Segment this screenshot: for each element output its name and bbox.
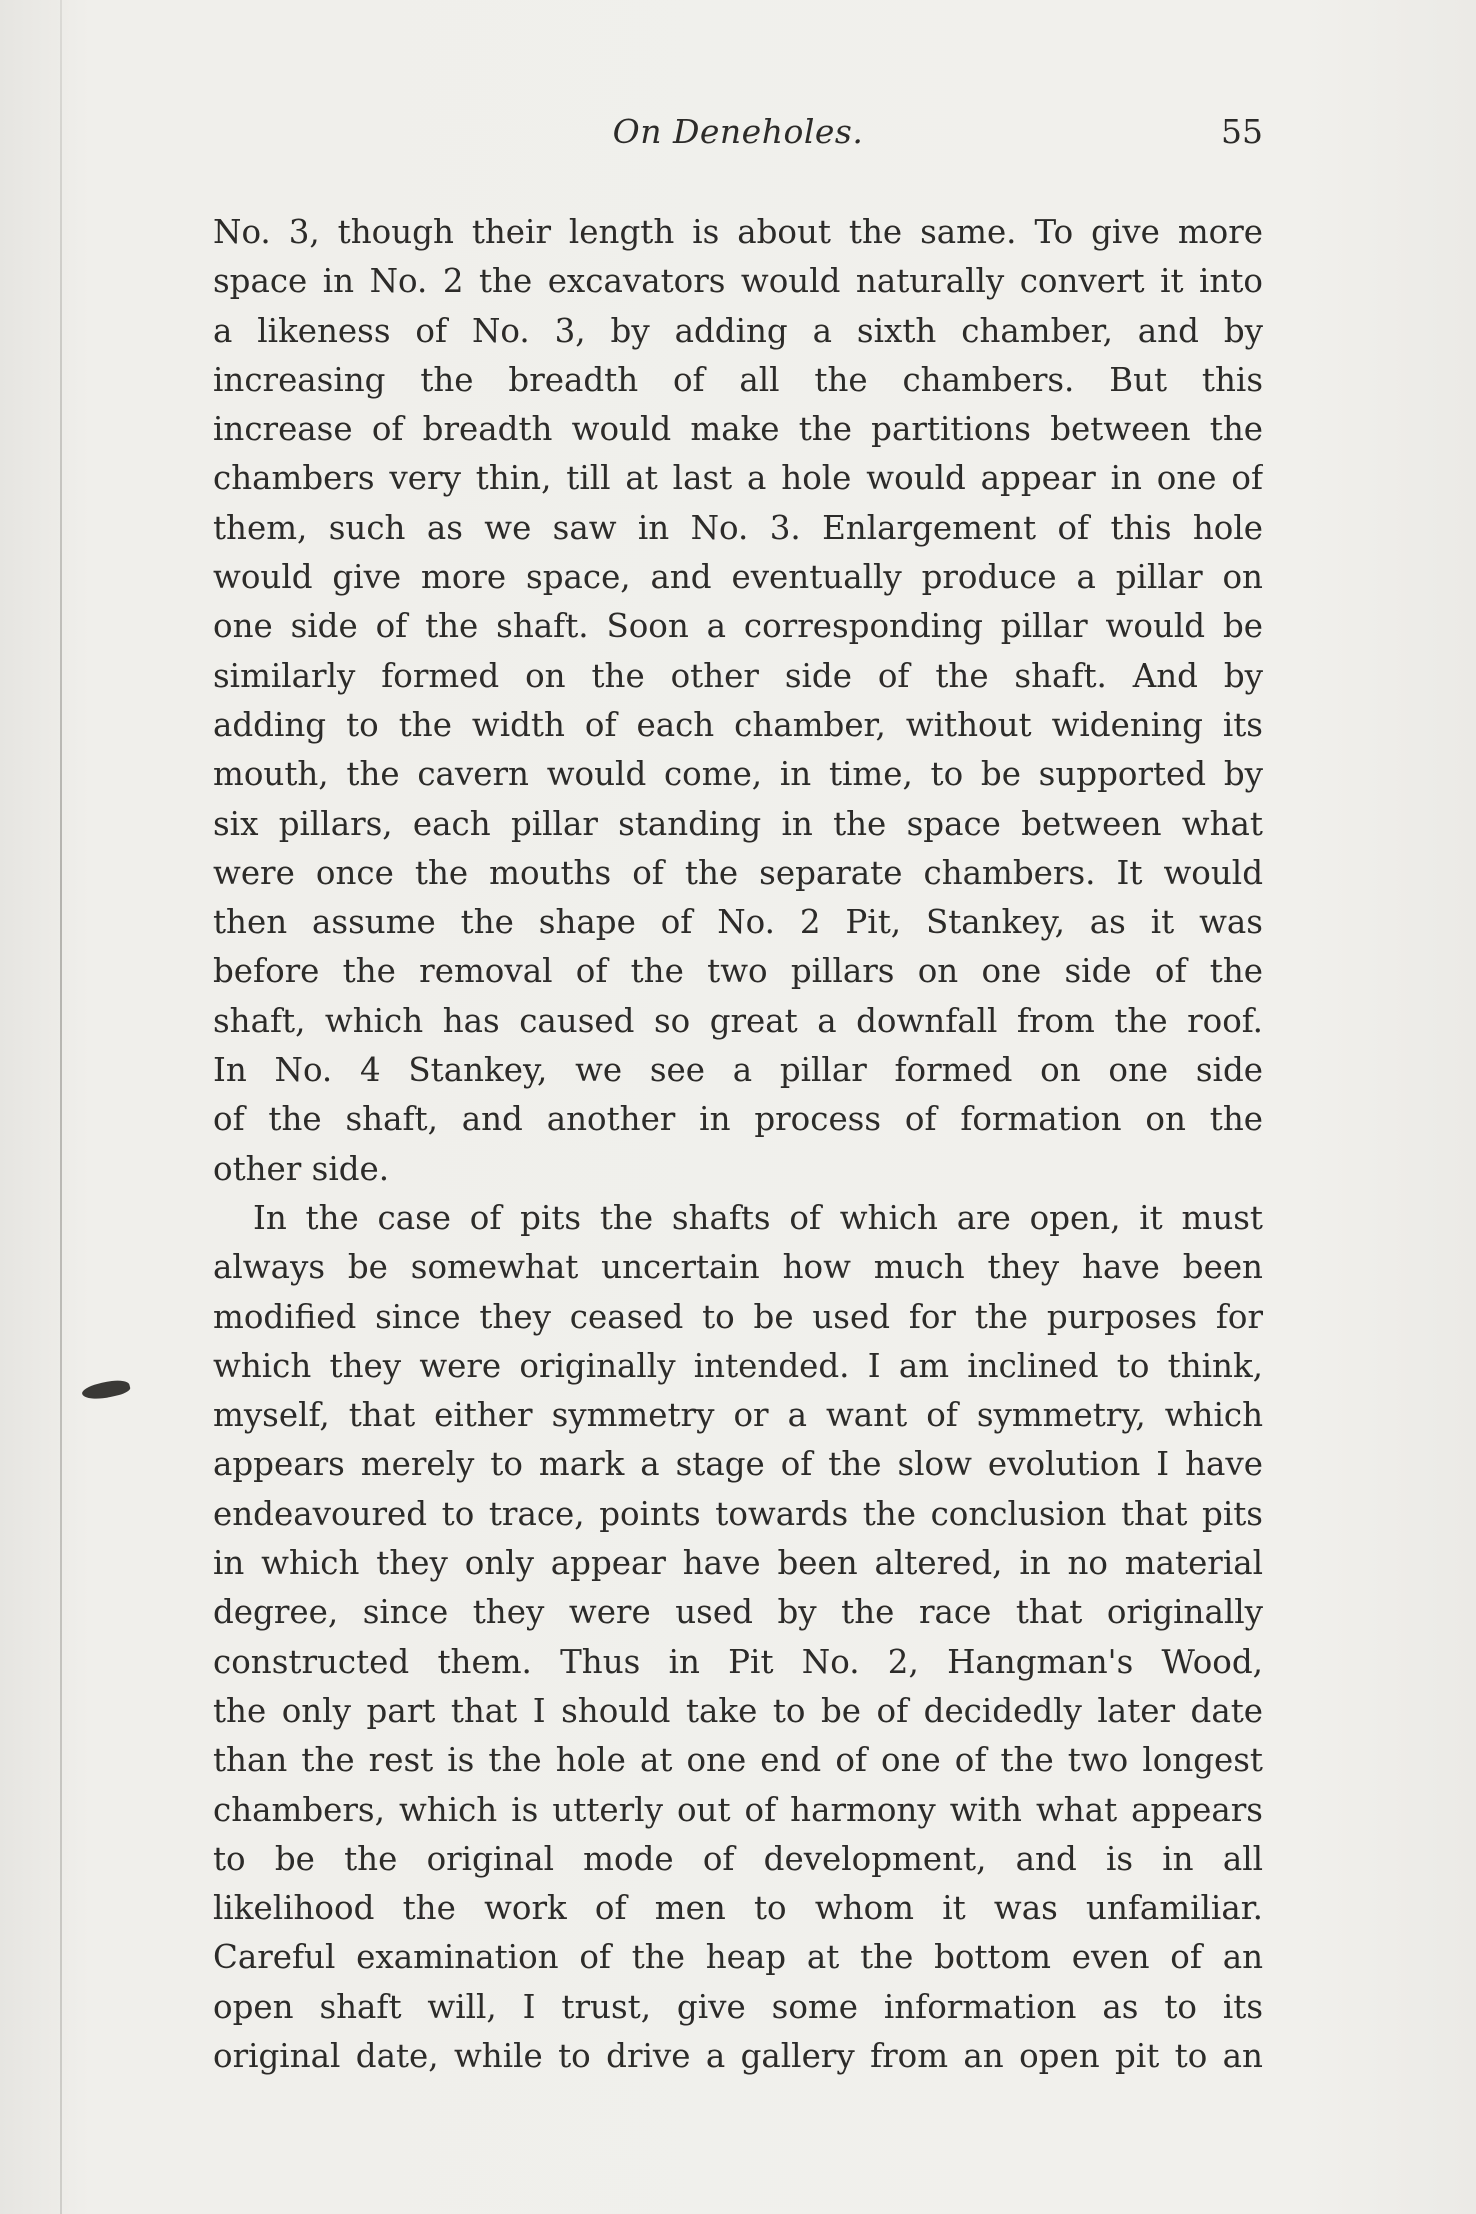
text-line: increase of breadth would make the partitions between the: [213, 410, 1263, 449]
text-line: were once the mouths of the separate chambers. It would: [213, 853, 1263, 892]
text-line: similarly formed on the other side of the shaft. And by: [213, 656, 1263, 695]
text-line: then assume the shape of No. 2 Pit, Stankey, as it was: [213, 903, 1263, 942]
text-line: original date, while to drive a gallery from an open pit to an: [213, 2036, 1263, 2075]
text-line: adding to the width of each chamber, without widening its: [213, 705, 1263, 744]
text-line: of the shaft, and another in process of formation on the: [213, 1100, 1263, 1139]
text-line: a likeness of No. 3, by adding a sixth chamber, and by: [213, 311, 1263, 350]
text-line: constructed them. Thus in Pit No. 2, Hangman's Wood,: [213, 1642, 1263, 1681]
text-line: than the rest is the hole at one end of one of the two longest: [213, 1741, 1263, 1780]
text-line: one side of the shaft. Soon a corresponding pillar would be: [213, 607, 1263, 646]
paragraph-start-line: In the case of pits the shafts of which are open, it must: [253, 1198, 1263, 1237]
text-line: six pillars, each pillar standing in the space between what: [213, 804, 1263, 843]
text-line: No. 3, though their length is about the same. To give more: [213, 213, 1263, 251]
text-line: In No. 4 Stankey, we see a pillar formed on one side: [213, 1051, 1263, 1090]
page-number: 55: [1221, 112, 1263, 151]
body-text: [213, 208, 1263, 2081]
text-line: them, such as we saw in No. 3. Enlargement of this hole: [213, 508, 1263, 547]
text-line: chambers very thin, till at last a hole would appear in one of: [213, 459, 1263, 498]
text-line: modified since they ceased to be used for the purposes for: [213, 1297, 1263, 1336]
text-line: always be somewhat uncertain how much they have been: [213, 1248, 1263, 1287]
text-line: likelihood the work of men to whom it was unfamiliar.: [213, 1889, 1263, 1928]
paragraph-end-line: other side.: [213, 1149, 390, 1188]
text-line: chambers, which is utterly out of harmony with what appears: [213, 1790, 1263, 1829]
text-line: mouth, the cavern would come, in time, to be supported by: [213, 755, 1263, 794]
text-line: degree, since they were used by the race that originally: [213, 1593, 1263, 1632]
text-line: myself, that either symmetry or a want of symmetry, which: [213, 1396, 1263, 1435]
text-line: shaft, which has caused so great a downfall from the roof.: [213, 1001, 1263, 1040]
margin-ink-mark: [81, 1376, 131, 1403]
page-header: [213, 112, 1263, 162]
text-line: Careful examination of the heap at the bottom even of an: [213, 1938, 1263, 1977]
text-line: appears merely to mark a stage of the slow evolution I have: [213, 1445, 1263, 1484]
text-line: which they were originally intended. I am inclined to think,: [213, 1346, 1263, 1385]
binding-edge: [60, 0, 62, 2214]
text-line: increasing the breadth of all the chambers. But this: [213, 360, 1263, 399]
text-line: to be the original mode of development, and is in all: [213, 1839, 1263, 1878]
text-line: before the removal of the two pillars on one side of the: [213, 952, 1263, 991]
text-line: endeavoured to trace, points towards the conclusion that pits: [213, 1494, 1263, 1533]
text-line: would give more space, and eventually produce a pillar on: [213, 558, 1263, 597]
running-title: On Deneholes.: [612, 112, 864, 151]
text-line: open shaft will, I trust, give some information as to its: [213, 1987, 1263, 2026]
text-line: the only part that I should take to be of decidedly later date: [213, 1691, 1263, 1730]
text-line: in which they only appear have been altered, in no material: [213, 1544, 1263, 1583]
text-line: space in No. 2 the excavators would naturally convert it into: [213, 262, 1263, 301]
